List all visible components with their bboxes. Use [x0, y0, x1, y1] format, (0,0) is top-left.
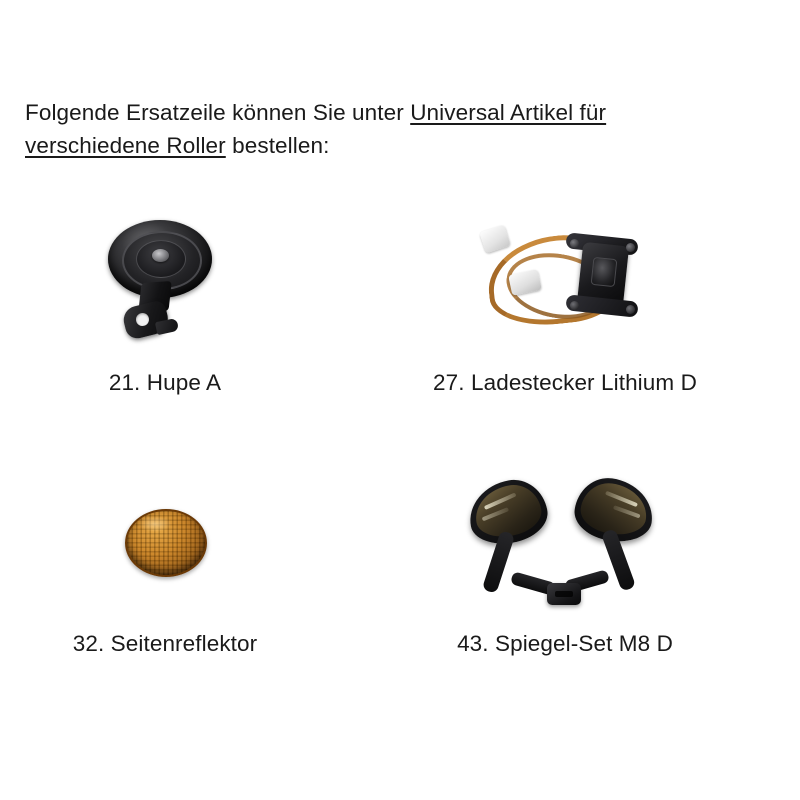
horn-icon: [100, 220, 230, 350]
part-caption: 43. Spiegel-Set M8 D: [457, 631, 673, 656]
part-caption: 32. Seitenreflektor: [72, 631, 258, 656]
universal-articles-link-part1[interactable]: Universal Artikel für: [410, 100, 607, 125]
mirror-glass-streak: [613, 505, 641, 518]
charging-plug-icon: [470, 228, 660, 348]
mirror-set-icon: [455, 473, 675, 613]
side-reflector-icon: [120, 509, 210, 579]
socket-screw-top-right-shape: [626, 243, 635, 252]
socket-screw-bottom-right-shape: [626, 305, 635, 314]
socket-screw-bottom-left-shape: [570, 301, 579, 310]
charging-plug-illustration: [330, 200, 800, 370]
part-item-ladestecker[interactable]: [330, 200, 800, 396]
reflector-illustration: [0, 471, 330, 631]
part-item-seitenreflektor[interactable]: [0, 471, 330, 657]
socket-port-shape: [591, 257, 618, 287]
socket-screw-top-left-shape: [570, 239, 579, 248]
horn-illustration: [0, 200, 330, 370]
part-caption: 27. Ladestecker Lithium D: [433, 370, 697, 395]
parts-grid: [0, 200, 800, 657]
parts-row-1: [0, 200, 800, 396]
part-item-hupe[interactable]: [0, 200, 330, 396]
reflector-highlight-shape: [138, 516, 172, 532]
mirror-glass-streak: [605, 491, 638, 507]
white-connector-shape: [479, 225, 511, 254]
intro-text-prefix: Folgende Ersatzeile können Sie unter: [25, 100, 411, 125]
part-caption: 21. Hupe A: [108, 370, 222, 395]
mirror-glass-streak: [484, 492, 517, 509]
horn-hub-shape: [152, 249, 169, 262]
mirror-clamp-slot-shape: [555, 591, 573, 597]
universal-articles-link-part2[interactable]: verschiedene Roller: [25, 133, 226, 158]
intro-paragraph: [25, 96, 775, 162]
parts-row-2: [0, 471, 800, 657]
part-item-spiegel-set[interactable]: [330, 471, 800, 657]
mirror-set-illustration: [330, 471, 800, 631]
intro-text-suffix: bestellen:: [225, 133, 330, 158]
